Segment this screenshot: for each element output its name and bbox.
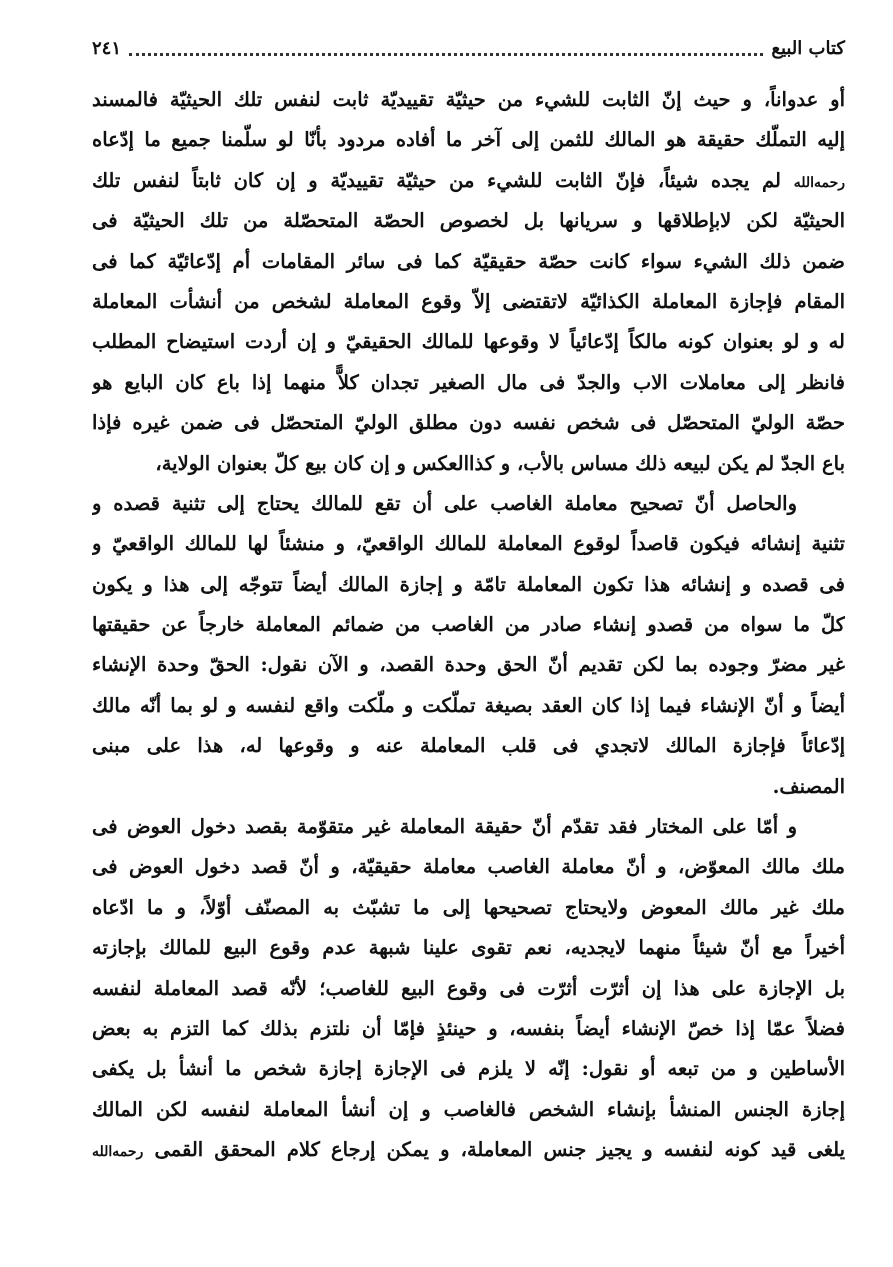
line-text: والحاصل أنّ تصحيح معاملة الغاصب على أن تقع للمالك يحتاج إلى تثنية قصده و xyxy=(92,491,797,515)
text-line xyxy=(92,282,845,322)
honorific: رحمه‌الله xyxy=(92,1144,144,1161)
line-text: أيضاً و أنّ الإنشاء فيما إذا كان العقد بصيغة تملّكت و ملّكت واقع لنفسه و لو بما أنّه مالك xyxy=(92,693,845,717)
line-text: أخيراً مع أنّ شيئاً منهما لايجديه، نعم تقوى علينا شبهة عدم وقوع البيع للمالك بإجازته xyxy=(92,936,845,960)
line-text: تثنية إنشائه فيكون قاصداً لوقوع المعاملة للمالك الواقعيّ، و منشئاً لها للمالك الواقعيّ و xyxy=(92,532,845,556)
line-text: فانظر إلى معاملات الاب والجدّ فى مال الصغير تجدان كلاًّ منهما إذا باع كان البايع هو xyxy=(92,370,845,394)
text-line xyxy=(92,322,845,362)
text-line xyxy=(92,242,845,282)
line-text: إليه التملّك حقيقة هو المالك للثمن إلى آخر ما أفاده مردود بأنّا لو سلّمنا جميع ما إدّعاه xyxy=(92,128,845,152)
line-text: كلّ ما سواه من قصدو إنشاء صادر من الغاصب من ضمائم المعاملة خارجاً عن حقيقتها xyxy=(92,613,845,637)
text-line xyxy=(92,80,845,120)
line-text: حصّة الوليّ المتحصّل فى شخص نفسه دون مطلق الوليّ المتحصّل فى ضمن غيره فإذا xyxy=(92,411,845,435)
line-text: الحيثيّة لكن لابإطلاقها و سريانها بل لخصوص الحصّة المتحصّلة من تلك الحيثيّة فى xyxy=(92,209,845,233)
page-number: ٢٤١ xyxy=(92,37,122,59)
line-text: المصنف. xyxy=(772,774,845,798)
line-text: الأساطين و من تبعه أو نقول: إنّه لا يلزم فى الإجازة إجازة شخص ما أنشأ بل يكفى xyxy=(92,1057,845,1081)
text-line xyxy=(92,1130,845,1170)
line-text: إدّعائاً فإجازة المالك لاتجدي فى قلب المعاملة عنه و وقوعها له، هذا على مبنى xyxy=(92,734,845,758)
text-line xyxy=(92,120,845,160)
line-text: فى قصده و إنشائه هذا تكون المعاملة تامّة و إجازة المالك أيضاً تتوجّه إلى هذا و يكون xyxy=(92,572,845,596)
text-line xyxy=(92,161,845,201)
honorific: رحمه‌الله xyxy=(793,174,845,191)
text-line xyxy=(92,888,845,928)
text-line xyxy=(92,1049,845,1089)
line-text: فضلاً عمّا إذا خصّ الإنشاء أيضاً بنفسه، و حينئذٍ فإمّا أن نلتزم بذلك كما التزم به بعض xyxy=(92,1016,845,1040)
body-text xyxy=(92,80,845,1171)
line-text: يلغى قيد كونه لنفسه و يجيز جنس المعاملة، و يمكن إرجاع كلام المحقق القمى xyxy=(154,1138,845,1162)
text-line xyxy=(92,847,845,887)
text-line xyxy=(92,565,845,605)
text-line xyxy=(92,484,845,524)
line-text: ملك غير مالك المعوض ولايحتاج تصحيحها إلى ما تشبّث به المصنّف أوّلاً، و ما ادّعاه xyxy=(92,895,845,919)
text-line xyxy=(92,686,845,726)
text-line xyxy=(92,1090,845,1130)
text-line xyxy=(92,807,845,847)
line-text: له و لو بعنوان كونه مالكاً إدّعائياً لا وقوعها للمالك الحقيقيّ و إن أردت استيضاح المطلب xyxy=(92,330,845,354)
text-line xyxy=(92,201,845,241)
text-line xyxy=(92,767,845,807)
text-line xyxy=(92,726,845,766)
text-line xyxy=(92,403,845,443)
text-line xyxy=(92,524,845,564)
text-line xyxy=(92,1009,845,1049)
line-text: إجازة الجنس المنشأ بإنشاء الشخص فالغاصب و إن أنشأ المعاملة لنفسه لكن المالك xyxy=(92,1097,845,1121)
running-title: كتاب البيع xyxy=(771,37,845,59)
line-text: أو عدواناً، و حيث إنّ الثابت للشيء من حيثيّة تقييديّة ثابت لنفس تلك الحيثيّة فالمسند xyxy=(92,88,845,111)
text-line xyxy=(92,363,845,403)
line-text: بل الإجازة على هذا إن أثرّت أثرّت فى وقوع البيع للغاصب؛ لأنّه قصد المعاملة لنفسه xyxy=(92,976,845,1000)
page-header xyxy=(92,36,845,60)
line-text: المقام فإجازة المعاملة الكذائيّة لاتقتضى إلاّ وقوع المعاملة لشخص من أنشأت المعاملة xyxy=(92,289,845,313)
line-text: باع الجدّ لم يكن لبيعه ذلك مساس بالأب، و كذاالعكس و إن كان بيع كلّ بعنوان الولاية، xyxy=(155,451,845,475)
text-line xyxy=(92,605,845,645)
line-text: غير مضرّ وجوده بما لكن تقديم أنّ الحق وحدة القصد، و الآن نقول: الحقّ وحدة الإنشاء xyxy=(92,653,845,677)
text-line xyxy=(92,928,845,968)
header-leader-dots xyxy=(129,53,763,56)
text-line xyxy=(92,645,845,685)
line-text: و أمّا على المختار فقد تقدّم أنّ حقيقة المعاملة غير متقوّمة بقصد دخول العوض فى xyxy=(92,815,797,839)
line-text: ملك مالك المعوّض، و أنّ معاملة الغاصب معاملة حقيقيّة، و أنّ قصد دخول العوض فى xyxy=(92,855,845,879)
text-line xyxy=(92,969,845,1009)
line-text: لم يجده شيئاً، فإنّ الثابت للشيء من حيثيّة تقييديّة و إن كان ثابتاً لنفس تلك xyxy=(92,168,794,192)
line-text: ضمن ذلك الشيء سواء كانت حصّة حقيقيّة كما فى سائر المقامات أم إدّعائيّة كما فى xyxy=(92,249,845,273)
text-line xyxy=(92,444,845,484)
